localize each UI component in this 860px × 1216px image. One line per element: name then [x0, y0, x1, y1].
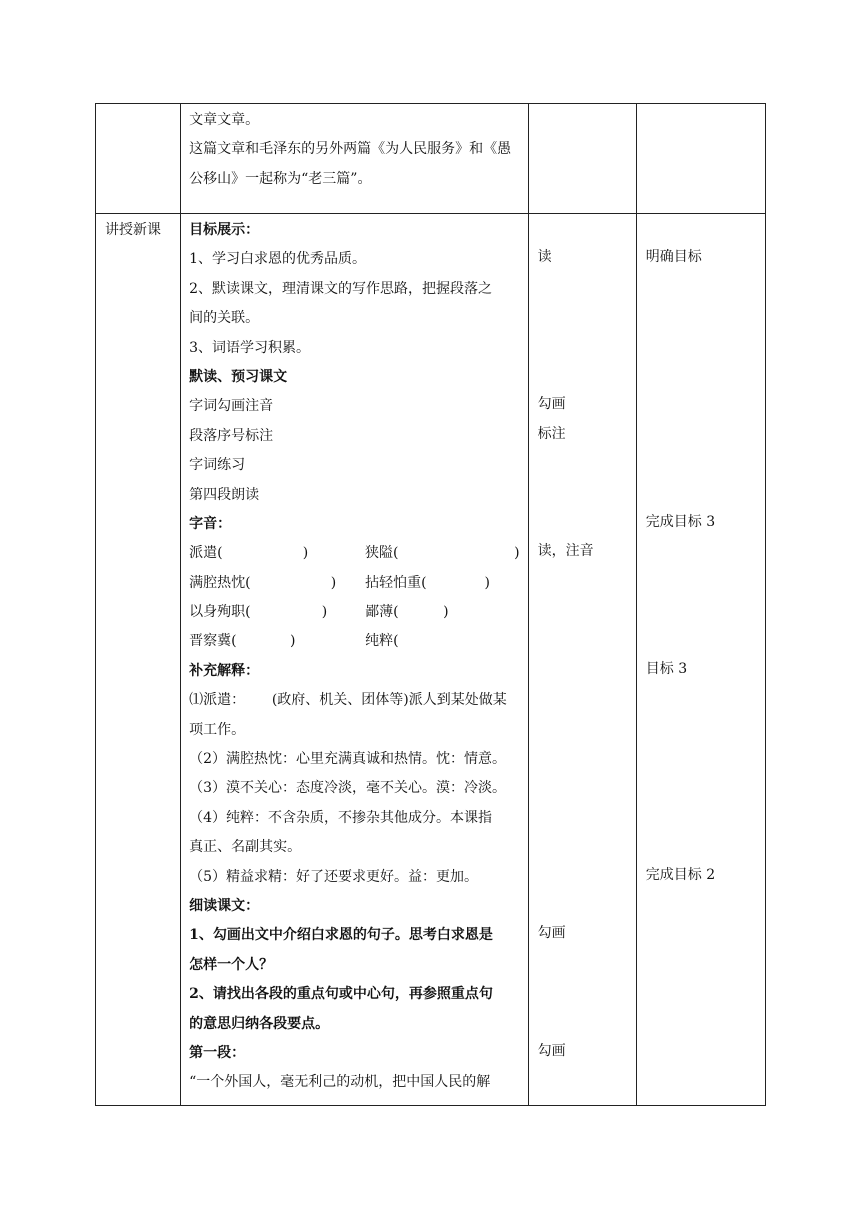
pronunciation-heading: 字音：: [189, 515, 232, 532]
activity-label: 勾画: [537, 1042, 566, 1059]
activity-label: 读，注音: [537, 543, 594, 560]
goal-item: 1、学习白求恩的优秀品质。: [189, 251, 367, 268]
explanation-line: （3）漠不关心：态度冷淡，毫不关心。漠：冷淡。: [189, 780, 507, 797]
explanation-line: （2）满腔热忱：心里充满真诚和热情。忱：情意。: [189, 751, 507, 768]
pronunciation-item: 纯粹(: [365, 633, 399, 650]
paragraph-text: “一个外国人，毫无利己的动机，把中国人民的解: [189, 1074, 491, 1091]
goal-item: 3、词语学习积累。: [189, 339, 311, 356]
activity-label: 标注: [537, 425, 566, 442]
goal-label: 完成目标 2: [645, 866, 716, 883]
goal-label: 目标 3: [645, 660, 688, 677]
goal-item: 间的关联。: [189, 310, 260, 327]
paragraph-heading: 第一段：: [189, 1044, 246, 1061]
table-cell: [636, 214, 765, 1106]
explanation-line: ⑴派遣： (政府、机关、团体等)派人到某处做某: [189, 692, 507, 709]
table-cell: [181, 214, 529, 1106]
goal-heading: 目标展示：: [189, 222, 260, 238]
pronunciation-item: 拈轻怕重( ): [365, 574, 490, 591]
preview-item: 第四段朗读: [189, 486, 260, 503]
explanation-line: 真正、名副其实。: [189, 839, 302, 856]
activity-label: 读: [537, 249, 552, 266]
table-row: [96, 104, 766, 214]
detail-question: 的意思归纳各段要点。: [189, 1015, 330, 1032]
detail-question: 2、请找出各段的重点句或中心句，再参照重点句: [189, 986, 493, 1003]
table-row: [96, 214, 766, 1106]
explanation-line: 项工作。: [189, 721, 246, 738]
pronunciation-item: 派遣( ): [189, 545, 309, 562]
goal-label: 完成目标 3: [645, 513, 716, 530]
preview-item: 字词勾画注音: [189, 398, 274, 415]
detail-question: 1、勾画出文中介绍白求恩的句子。思考白求恩是: [189, 927, 493, 944]
activity-label: 勾画: [537, 396, 566, 413]
pronunciation-row: [189, 539, 520, 568]
table-cell: [636, 104, 765, 214]
lesson-plan-table: [95, 103, 766, 1106]
pronunciation-item: 晋察冀( ): [189, 633, 296, 650]
pronunciation-row: [189, 598, 520, 627]
preview-item: 字词练习: [189, 457, 246, 474]
table-cell: [528, 104, 636, 214]
explanation-line: （4）纯粹：不含杂质，不掺杂其他成分。本课指: [189, 809, 493, 826]
pronunciation-item: 满腔热忱( ): [189, 574, 337, 591]
pronunciation-item: 狭隘( ): [365, 545, 520, 562]
preview-heading: 默读、预习课文: [189, 368, 288, 385]
table-cell: [96, 104, 181, 214]
pronunciation-item: 以身殉职( ): [189, 604, 328, 621]
explanation-heading: 补充解释：: [189, 662, 260, 679]
goal-label: 明确目标: [645, 249, 702, 266]
activity-label: 勾画: [537, 925, 566, 942]
pronunciation-row: [189, 627, 520, 656]
detail-question: 怎样一个人？: [189, 956, 274, 973]
table-cell: [181, 104, 529, 214]
pronunciation-item: 鄙薄( ): [365, 604, 449, 621]
table-cell: [96, 214, 181, 1106]
text-line: 公移山》一起称为“老三篇”。: [189, 170, 372, 187]
section-label: 讲授新课: [105, 222, 161, 238]
preview-item: 段落序号标注: [189, 427, 274, 444]
table-cell: [528, 214, 636, 1106]
detail-heading: 细读课文：: [189, 897, 260, 914]
goal-item: 2、默读课文，理清课文的写作思路，把握段落之: [189, 280, 493, 297]
explanation-line: （5）精益求精：好了还要求更好。益：更加。: [189, 868, 479, 885]
pronunciation-row: [189, 569, 520, 598]
text-line: 这篇文章和毛泽东的另外两篇《为人民服务》和《愚: [189, 141, 512, 158]
text-line: 文章文章。: [189, 112, 260, 128]
